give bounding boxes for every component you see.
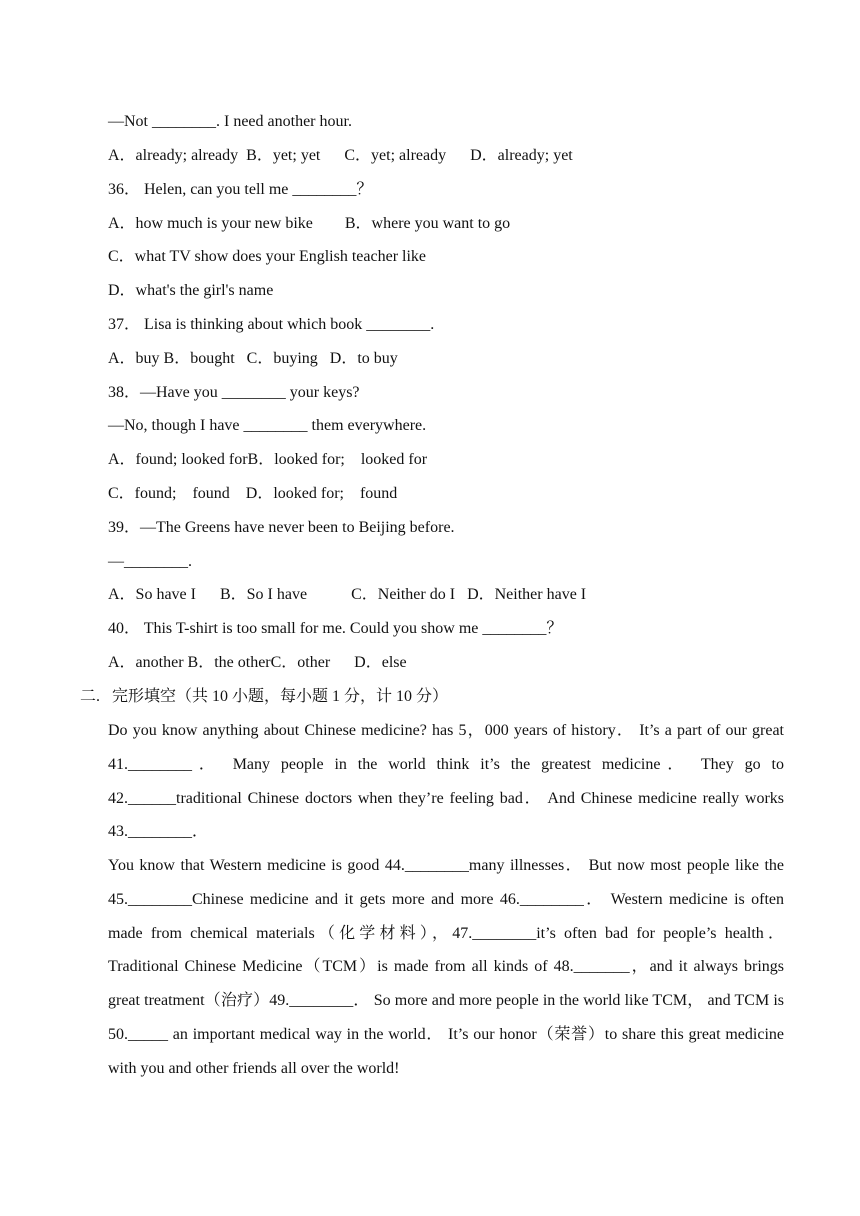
q40-question: 40． This T-shirt is too small for me. Could you show me ________？ (108, 620, 563, 637)
q38-options-ab: A．found; looked forB．looked for; looked for (108, 451, 428, 468)
q36-question: 36． Helen, can you tell me ________？ (108, 181, 373, 198)
q35-answer-line: —Not ________. I need another hour. (108, 113, 352, 130)
q37-options: A．buy B．bought C．buying D．to buy (108, 350, 398, 367)
cloze-paragraph-1: Do you know anything about Chinese medicine? has 5，000 years of history． It’s a part of our great 41.________． Many people in the world think it’s the greatest medicine． They go to 42.______traditional Chinese doctors when they’re feeling bad． And Chinese medicine really works 43.________． (108, 722, 784, 841)
q38-question: 38．—Have you ________ your keys? (108, 384, 360, 401)
q38-answer-line: —No, though I have ________ them everywhere. (108, 417, 427, 434)
q40-options: A．another B．the otherC．other D．else (108, 654, 407, 671)
q36-options-ab: A．how much is your new bike B．where you want to go (108, 215, 511, 232)
cloze-paragraph-2: You know that Western medicine is good 44.________many illnesses． But now most people like the 45.________Chinese medicine and it gets more and more 46.________． Western medicine is often made from chemical materials（化学材料），47.________it’s often bad for people’s health． Traditional Chinese Medicine（TCM）is made from all kinds of 48._______，and it always brings great treatment（治疗）49.________． So more and more people in the world like TCM， and TCM is 50._____ an important medical way in the world． It’s our honor（荣誉）to share this great medicine with you and other friends all over the world! (108, 857, 784, 1077)
q38-options-cd: C．found; found D．looked for; found (108, 485, 398, 502)
section-heading: 二. 完形填空（共 10 小题，每小题 1 分，计 10 分） (80, 688, 449, 705)
q37-question: 37． Lisa is thinking about which book ________. (108, 316, 435, 333)
q36-option-c: C．what TV show does your English teacher like (108, 248, 427, 265)
q39-answer-line: —________. (108, 553, 192, 570)
q39-question: 39．—The Greens have never been to Beijing before. (108, 519, 455, 536)
q39-options: A．So have I B．So I have C．Neither do I D．Neither have I (108, 586, 587, 603)
q36-option-d: D．what's the girl's name (108, 282, 274, 299)
q35-options: A．already; already B．yet; yet C．yet; already D．already; yet (108, 147, 573, 164)
